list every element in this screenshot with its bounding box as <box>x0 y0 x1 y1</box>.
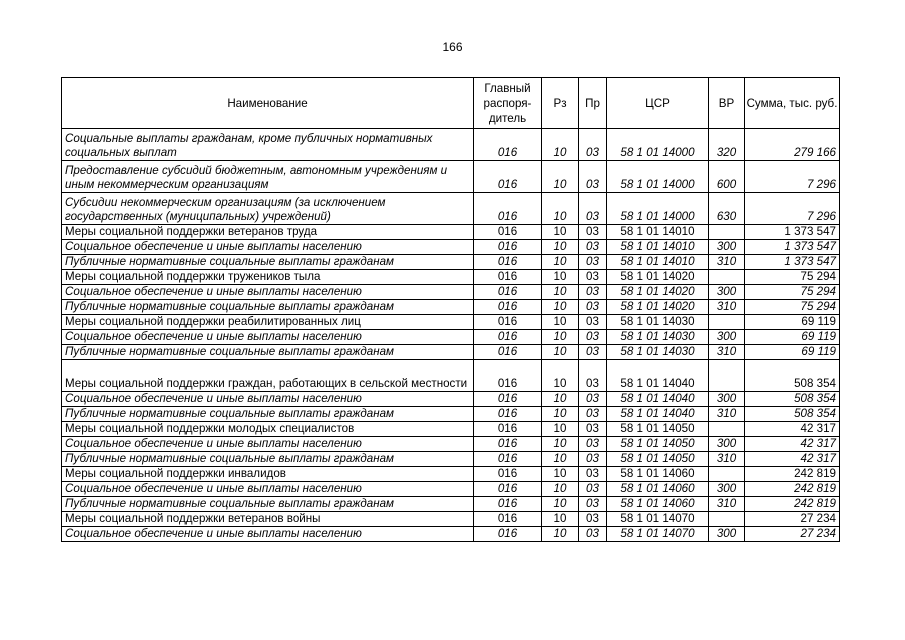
table-row <box>62 315 840 330</box>
cell-csr: 58 1 01 14050 <box>607 437 709 452</box>
cell-vr: 310 <box>709 452 745 467</box>
table-row <box>62 129 840 161</box>
cell-grbs: 016 <box>474 497 542 512</box>
cell-sum: 42 317 <box>745 452 840 467</box>
cell-rz: 10 <box>542 270 579 285</box>
cell-rz: 10 <box>542 482 579 497</box>
cell-vr <box>709 360 745 392</box>
cell-name: Публичные нормативные социальные выплаты гражданам <box>62 407 474 422</box>
cell-grbs: 016 <box>474 193 542 225</box>
cell-csr: 58 1 01 14030 <box>607 345 709 360</box>
cell-csr: 58 1 01 14000 <box>607 193 709 225</box>
cell-vr: 300 <box>709 527 745 542</box>
cell-csr: 58 1 01 14020 <box>607 270 709 285</box>
cell-pr: 03 <box>579 240 607 255</box>
cell-vr <box>709 225 745 240</box>
table-row <box>62 497 840 512</box>
cell-rz: 10 <box>542 360 579 392</box>
cell-rz: 10 <box>542 437 579 452</box>
cell-vr: 310 <box>709 407 745 422</box>
cell-name: Социальные выплаты гражданам, кроме публичных нормативных социальных выплат <box>62 129 474 161</box>
cell-grbs: 016 <box>474 240 542 255</box>
cell-sum: 7 296 <box>745 193 840 225</box>
table-row <box>62 512 840 527</box>
table-row <box>62 330 840 345</box>
cell-sum: 69 119 <box>745 315 840 330</box>
cell-sum: 42 317 <box>745 437 840 452</box>
cell-name: Социальное обеспечение и иные выплаты населению <box>62 482 474 497</box>
cell-pr: 03 <box>579 330 607 345</box>
cell-grbs: 016 <box>474 422 542 437</box>
cell-rz: 10 <box>542 392 579 407</box>
cell-vr: 300 <box>709 285 745 300</box>
cell-rz: 10 <box>542 225 579 240</box>
cell-csr: 58 1 01 14010 <box>607 240 709 255</box>
cell-sum: 75 294 <box>745 270 840 285</box>
cell-sum: 279 166 <box>745 129 840 161</box>
cell-pr: 03 <box>579 467 607 482</box>
header-csr: ЦСР <box>607 78 709 129</box>
cell-pr: 03 <box>579 512 607 527</box>
cell-sum: 1 373 547 <box>745 255 840 270</box>
cell-pr: 03 <box>579 345 607 360</box>
cell-vr: 300 <box>709 240 745 255</box>
cell-csr: 58 1 01 14030 <box>607 330 709 345</box>
cell-pr: 03 <box>579 225 607 240</box>
cell-csr: 58 1 01 14000 <box>607 129 709 161</box>
cell-name: Меры социальной поддержки граждан, работающих в сельской местности <box>62 360 474 392</box>
cell-sum: 7 296 <box>745 161 840 193</box>
cell-vr: 300 <box>709 482 745 497</box>
cell-rz: 10 <box>542 129 579 161</box>
cell-name: Социальное обеспечение и иные выплаты населению <box>62 240 474 255</box>
table-body <box>62 129 840 542</box>
table-row <box>62 193 840 225</box>
cell-sum: 508 354 <box>745 392 840 407</box>
cell-vr: 310 <box>709 345 745 360</box>
cell-pr: 03 <box>579 270 607 285</box>
table-row <box>62 300 840 315</box>
cell-grbs: 016 <box>474 225 542 240</box>
cell-csr: 58 1 01 14060 <box>607 497 709 512</box>
cell-rz: 10 <box>542 467 579 482</box>
cell-name: Социальное обеспечение и иные выплаты населению <box>62 527 474 542</box>
cell-vr: 630 <box>709 193 745 225</box>
cell-rz: 10 <box>542 193 579 225</box>
cell-name: Меры социальной поддержки ветеранов войны <box>62 512 474 527</box>
cell-csr: 58 1 01 14030 <box>607 315 709 330</box>
header-pr: Пр <box>579 78 607 129</box>
cell-grbs: 016 <box>474 452 542 467</box>
table-row <box>62 285 840 300</box>
cell-rz: 10 <box>542 527 579 542</box>
table-row <box>62 345 840 360</box>
header-vr: ВР <box>709 78 745 129</box>
cell-pr: 03 <box>579 422 607 437</box>
cell-csr: 58 1 01 14040 <box>607 407 709 422</box>
cell-pr: 03 <box>579 482 607 497</box>
cell-sum: 1 373 547 <box>745 240 840 255</box>
table-row <box>62 255 840 270</box>
cell-rz: 10 <box>542 240 579 255</box>
cell-csr: 58 1 01 14010 <box>607 255 709 270</box>
cell-pr: 03 <box>579 407 607 422</box>
cell-grbs: 016 <box>474 512 542 527</box>
cell-grbs: 016 <box>474 360 542 392</box>
cell-pr: 03 <box>579 255 607 270</box>
cell-rz: 10 <box>542 497 579 512</box>
cell-grbs: 016 <box>474 345 542 360</box>
cell-sum: 1 373 547 <box>745 225 840 240</box>
header-sum: Сумма, тыс. руб. <box>745 78 840 129</box>
cell-rz: 10 <box>542 255 579 270</box>
cell-pr: 03 <box>579 129 607 161</box>
cell-grbs: 016 <box>474 330 542 345</box>
cell-name: Меры социальной поддержки ветеранов труда <box>62 225 474 240</box>
cell-sum: 42 317 <box>745 422 840 437</box>
cell-name: Социальное обеспечение и иные выплаты населению <box>62 392 474 407</box>
cell-csr: 58 1 01 14050 <box>607 452 709 467</box>
cell-grbs: 016 <box>474 270 542 285</box>
cell-vr: 300 <box>709 330 745 345</box>
table-row <box>62 452 840 467</box>
cell-name: Предоставление субсидий бюджетным, автономным учреждениям и иным некоммерческим организациям <box>62 161 474 193</box>
cell-grbs: 016 <box>474 255 542 270</box>
cell-sum: 69 119 <box>745 345 840 360</box>
cell-name: Меры социальной поддержки инвалидов <box>62 467 474 482</box>
table-row <box>62 527 840 542</box>
cell-rz: 10 <box>542 285 579 300</box>
cell-rz: 10 <box>542 315 579 330</box>
table-row <box>62 467 840 482</box>
table-row <box>62 482 840 497</box>
cell-pr: 03 <box>579 437 607 452</box>
cell-grbs: 016 <box>474 392 542 407</box>
cell-name: Меры социальной поддержки тружеников тыла <box>62 270 474 285</box>
table-row <box>62 422 840 437</box>
cell-vr: 310 <box>709 300 745 315</box>
cell-sum: 508 354 <box>745 360 840 392</box>
cell-csr: 58 1 01 14060 <box>607 482 709 497</box>
cell-grbs: 016 <box>474 407 542 422</box>
cell-grbs: 016 <box>474 527 542 542</box>
cell-grbs: 016 <box>474 482 542 497</box>
cell-sum: 27 234 <box>745 512 840 527</box>
cell-pr: 03 <box>579 315 607 330</box>
cell-grbs: 016 <box>474 161 542 193</box>
cell-name: Публичные нормативные социальные выплаты гражданам <box>62 345 474 360</box>
cell-grbs: 016 <box>474 315 542 330</box>
cell-name: Публичные нормативные социальные выплаты гражданам <box>62 300 474 315</box>
cell-name: Социальное обеспечение и иные выплаты населению <box>62 437 474 452</box>
table-row <box>62 161 840 193</box>
cell-sum: 508 354 <box>745 407 840 422</box>
table-row <box>62 240 840 255</box>
table-row <box>62 437 840 452</box>
cell-rz: 10 <box>542 512 579 527</box>
cell-sum: 75 294 <box>745 300 840 315</box>
table-row <box>62 407 840 422</box>
table-row <box>62 392 840 407</box>
cell-name: Публичные нормативные социальные выплаты гражданам <box>62 452 474 467</box>
cell-name: Социальное обеспечение и иные выплаты населению <box>62 330 474 345</box>
table-row <box>62 360 840 392</box>
page-number: 166 <box>442 40 463 54</box>
cell-grbs: 016 <box>474 437 542 452</box>
cell-vr <box>709 467 745 482</box>
cell-pr: 03 <box>579 193 607 225</box>
cell-rz: 10 <box>542 422 579 437</box>
cell-csr: 58 1 01 14050 <box>607 422 709 437</box>
cell-rz: 10 <box>542 407 579 422</box>
budget-table <box>61 77 840 542</box>
cell-sum: 69 119 <box>745 330 840 345</box>
cell-csr: 58 1 01 14060 <box>607 467 709 482</box>
cell-pr: 03 <box>579 497 607 512</box>
cell-name: Меры социальной поддержки молодых специалистов <box>62 422 474 437</box>
cell-grbs: 016 <box>474 129 542 161</box>
cell-vr: 300 <box>709 392 745 407</box>
cell-name: Публичные нормативные социальные выплаты гражданам <box>62 497 474 512</box>
cell-grbs: 016 <box>474 300 542 315</box>
cell-pr: 03 <box>579 300 607 315</box>
cell-sum: 242 819 <box>745 467 840 482</box>
cell-sum: 75 294 <box>745 285 840 300</box>
table-row <box>62 270 840 285</box>
cell-vr <box>709 270 745 285</box>
cell-name: Субсидии некоммерческим организациям (за исключением государственных (муниципальных) учреждений) <box>62 193 474 225</box>
cell-grbs: 016 <box>474 285 542 300</box>
cell-rz: 10 <box>542 330 579 345</box>
cell-pr: 03 <box>579 452 607 467</box>
cell-sum: 27 234 <box>745 527 840 542</box>
header-rz: Рз <box>542 78 579 129</box>
cell-vr <box>709 315 745 330</box>
header-grbs: Главный распоря-дитель <box>474 78 542 129</box>
cell-csr: 58 1 01 14070 <box>607 527 709 542</box>
cell-vr: 310 <box>709 255 745 270</box>
cell-vr: 310 <box>709 497 745 512</box>
cell-name: Меры социальной поддержки реабилитированных лиц <box>62 315 474 330</box>
cell-rz: 10 <box>542 452 579 467</box>
cell-sum: 242 819 <box>745 497 840 512</box>
cell-rz: 10 <box>542 300 579 315</box>
cell-csr: 58 1 01 14040 <box>607 360 709 392</box>
cell-csr: 58 1 01 14020 <box>607 285 709 300</box>
table-row <box>62 225 840 240</box>
cell-csr: 58 1 01 14020 <box>607 300 709 315</box>
cell-name: Социальное обеспечение и иные выплаты населению <box>62 285 474 300</box>
cell-csr: 58 1 01 14070 <box>607 512 709 527</box>
cell-pr: 03 <box>579 161 607 193</box>
cell-csr: 58 1 01 14000 <box>607 161 709 193</box>
cell-vr <box>709 512 745 527</box>
cell-sum: 242 819 <box>745 482 840 497</box>
cell-grbs: 016 <box>474 467 542 482</box>
cell-pr: 03 <box>579 527 607 542</box>
cell-rz: 10 <box>542 345 579 360</box>
header-name: Наименование <box>62 78 474 129</box>
cell-vr <box>709 422 745 437</box>
cell-pr: 03 <box>579 285 607 300</box>
cell-csr: 58 1 01 14040 <box>607 392 709 407</box>
cell-vr: 600 <box>709 161 745 193</box>
table-header <box>62 78 840 129</box>
cell-vr: 320 <box>709 129 745 161</box>
cell-pr: 03 <box>579 360 607 392</box>
cell-name: Публичные нормативные социальные выплаты гражданам <box>62 255 474 270</box>
cell-vr: 300 <box>709 437 745 452</box>
cell-pr: 03 <box>579 392 607 407</box>
cell-rz: 10 <box>542 161 579 193</box>
cell-csr: 58 1 01 14010 <box>607 225 709 240</box>
